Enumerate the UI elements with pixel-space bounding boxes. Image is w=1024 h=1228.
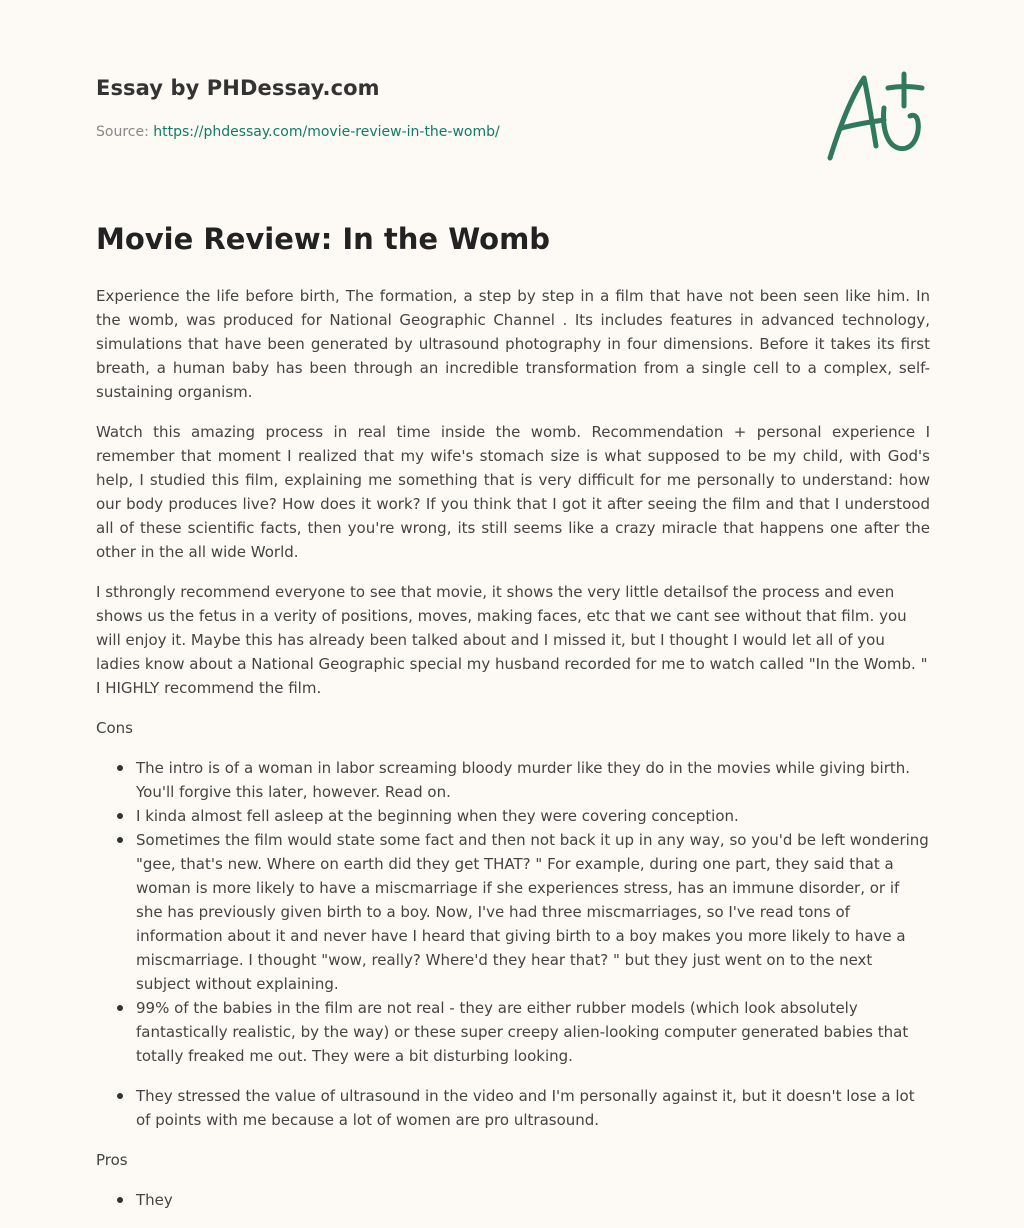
site-brand: Essay by PHDessay.com [96, 76, 380, 100]
source-line [96, 124, 500, 140]
source-link[interactable]: https://phdessay.com/movie-review-in-the-womb/ [153, 124, 500, 140]
pros-heading: Pros [96, 1151, 128, 1169]
logo-a-stroke [830, 78, 876, 158]
logo-plus-horizontal [888, 87, 922, 89]
logo-a-crossbar [842, 120, 884, 128]
source-label: Source: [96, 124, 154, 140]
list-item: Sometimes the film would state some fact and then not back it up in any way, so you'd be left wondering "gee, that's new. Where on earth did they get THAT? " For example, during one part, they said that a woman is more likely to have a miscmarriage if she experiences stress, has an immune disorder, or if she has previously given birth to a boy. Now, I've had three miscmarriages, so I've read tons of information about it and never have I heard that giving birth to a boy makes you more likely to have a miscmarriage. I thought "wow, really? Where'd they hear that? " but they just went on to the next subject without explaining. [136, 828, 930, 996]
logo-swirl [884, 108, 919, 149]
a-plus-logo-icon [822, 66, 932, 166]
paragraph: Experience the life before birth, The formation, a step by step in a film that have not been seen like him. In the womb, was produced for National Geographic Channel . Its includes features in advanced technology, simulations that have been generated by ultrasound photography in four dimensions. Before it takes its first breath, a human baby has been through an incredible transformation from a single cell to a complex, self-sustaining organism. [96, 287, 930, 401]
paragraph: Watch this amazing process in real time inside the womb. Recommendation + personal experience I remember that moment I realized that my wife's stomach size is what supposed to be my child, with God's help, I studied this film, explaining me something that is very difficult for me personally to understand: how our body produces live? How does it work? If you think that I got it after seeing the film and that I understood all of these scientific facts, then you're wrong, its still seems like a crazy miracle that happens one after the other in the all wide World. [96, 423, 930, 561]
cons-heading: Cons [96, 719, 133, 737]
list-item: The intro is of a woman in labor screaming bloody murder like they do in the movies while giving birth. You'll forgive this later, however. Read on. [136, 756, 930, 804]
pros-list [96, 1188, 930, 1212]
list-item: They [136, 1188, 930, 1212]
list-item: 99% of the babies in the film are not real - they are either rubber models (which look absolutely fantastically realistic, by the way) or these super creepy alien-looking computer generated babies that totally freaked me out. They were a bit disturbing looking. [136, 996, 930, 1068]
paragraph: I sthrongly recommend everyone to see that movie, it shows the very little detailsof the process and even shows us the fetus in a verity of positions, moves, making faces, etc that we cant see without that film. you will enjoy it. Maybe this has already been talked about and I missed it, but I thought I would let all of you ladies know about a National Geographic special my husband recorded for me to watch called "In the Womb. " I HIGHLY recommend the film. [96, 583, 928, 697]
article-body [96, 284, 930, 1228]
list-item: They stressed the value of ultrasound in the video and I'm personally against it, but it doesn't lose a lot of points with me because a lot of women are pro ultrasound. [136, 1084, 930, 1132]
article-title: Movie Review: In the Womb [96, 222, 551, 256]
list-item: I kinda almost fell asleep at the beginning when they were covering conception. [136, 804, 930, 828]
cons-list [96, 756, 930, 1132]
